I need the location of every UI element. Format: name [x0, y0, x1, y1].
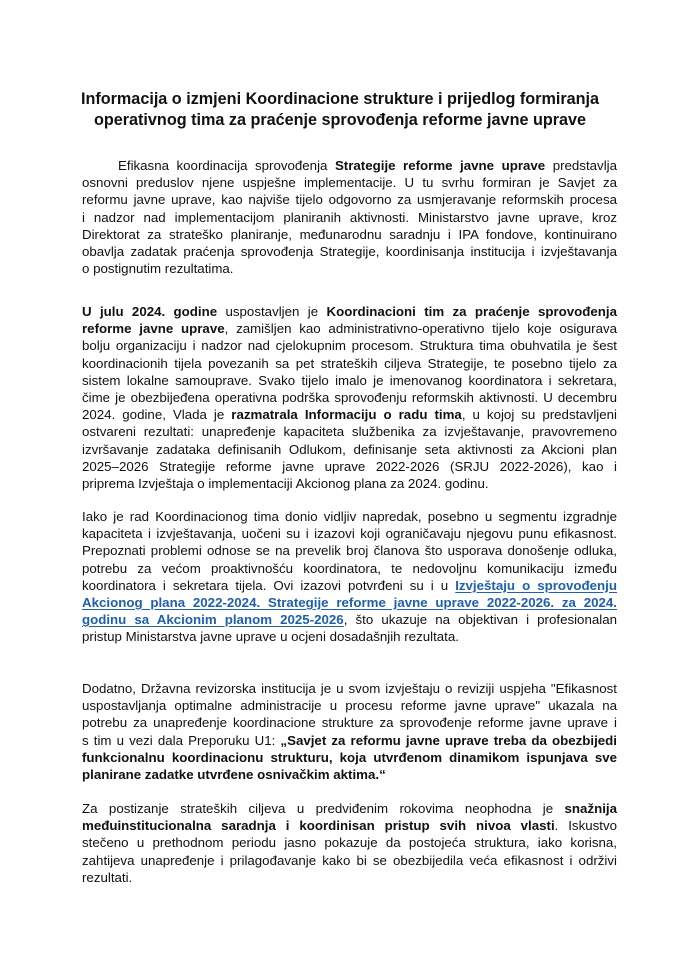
title-line-2: operativnog tima za praćenje sprovođenja reforme javne uprave [93, 111, 587, 129]
text-line [82, 611, 617, 628]
text-span: . Iskustvo [554, 818, 617, 834]
text-line [82, 560, 617, 577]
text-span: , zamišljen kao administrativno-operativno tijelo koje osigurava [224, 321, 618, 337]
text-span: i nadzor nad implementacijom planiranih aktivnosti. Ministarstvo javne uprave, kroz [82, 209, 617, 225]
text-span: uspostavljen je [217, 304, 327, 319]
text-span: Prepoznati problemi odnose se na prevelik broj članova što usporava donošenje odluka, [82, 543, 617, 559]
text-line [82, 508, 617, 525]
text-line [82, 869, 617, 886]
text-line [82, 817, 617, 834]
text-line [82, 697, 617, 714]
bold-text: funkcionalnu koordinacionu strukturu, koja utvrđenom dinamikom ispunjava sve [82, 749, 617, 765]
text-span: koordinacionih tijela povezanih sa pet strateških ciljeva Strategije, te posebno tijelo za [82, 355, 617, 371]
text-span: 2024. godine, Vlada je [82, 407, 232, 423]
report-link[interactable]: Akcionog plana 2022-2024. Strategije reforme javne uprave 2022-2026. za 2024. [82, 594, 617, 610]
text-span: potrebu za unapređenje koordinacione strukture za sprovođenje reforme javne uprave i [82, 715, 617, 731]
text-span: Dodatno, Državna revizorska institucija je u svom izvještaju o reviziji uspjeha "Efikasnost [82, 681, 617, 696]
text-line [82, 191, 617, 208]
paragraph-intro [82, 157, 617, 277]
text-span: Iako je rad Koordinacionog tima donio vidljiv napredak, posebno u segmentu izgradnje [82, 509, 617, 524]
bold-text: planirane zadatke utvrđene osnivačkim aktima.“ [82, 766, 386, 782]
bold-text: snažnija [564, 801, 617, 816]
text-span: kapaciteta i izvještavanja, uočeni su i izazovi koji ograničavaju njegovu punu efikasnost. [82, 526, 617, 542]
text-span: osnovni preduslov njene uspješne implementacije. U tu svrhu formiran je Savjet za [82, 175, 617, 191]
text-line [82, 732, 617, 749]
text-span: priprema Izvještaja o implementaciji Akcionog plana za 2024. godinu. [82, 475, 489, 491]
paragraph-challenges [82, 508, 617, 646]
text-line [82, 320, 617, 337]
text-span: Za postizanje strateških ciljeva u predviđenim rokovima neophodna je [82, 801, 565, 816]
text-span: reformu javne uprave, kao najviše tijelo odgovorno za usmjeravanje reformskih procesa [82, 192, 617, 208]
bold-text: međuinstitucionalna saradnja i koordinisan pristup svih nivoa vlasti [82, 818, 555, 834]
text-line [82, 423, 617, 440]
paragraph-audit-recommendation [82, 680, 617, 783]
text-span: 2025–2026 Strategije reforme javne uprave 2022-2026 (SRJU 2022-2026), kao i [82, 458, 617, 474]
text-span: , što ukazuje na objektivan i profesionalan [343, 612, 617, 628]
text-line [82, 475, 617, 492]
text-line [82, 577, 617, 594]
text-span: s tim u vezi dala Preporuku U1: [82, 732, 281, 748]
text-line [82, 766, 617, 783]
text-line [82, 525, 617, 542]
text-span: koordinatora i sekretara tijela. Ovi izazovi potvrđeni su i u [82, 577, 456, 593]
text-span: Direktorat za strateško planiranje, međunarodnu saradnju i IPA fondove, kontinuirano [82, 226, 617, 242]
text-span: čime je obezbijeđena operativna podrška sprovođenju reformskih aktivnosti. U decembru [82, 389, 617, 405]
text-line [82, 174, 617, 191]
text-line [82, 714, 617, 731]
text-line [82, 243, 617, 260]
text-span: , u kojoj su predstavljeni [461, 407, 617, 423]
text-span: ostvareni rezultati: unapređenje kapaciteta službenika za izvještavanje, pravovremeno [82, 424, 617, 440]
text-span: rezultati. [82, 869, 133, 885]
bold-text: U julu 2024. godine [82, 304, 218, 319]
text-span: sistem lokalne samouprave. Svako tijelo imalo je imenovanog koordinatora i sekretara, [82, 372, 617, 388]
text-line [82, 834, 617, 851]
text-span: zahtijeva unapređenje i prilagođavanje kako bi se obezbijedila veća efikasnost i održivi [82, 852, 617, 868]
text-line [82, 157, 617, 174]
text-span: uspostavljanja optimalne administracije u procesu reforme javne uprave" ukazala na [82, 698, 617, 714]
text-line [82, 337, 617, 354]
text-line [82, 260, 617, 277]
bold-text: Koordinacioni tim za praćenje sprovođenja [326, 304, 617, 319]
text-span: obavlja zadatak praćenja sprovođenja Strategije, koordinisanja institucija i izvještavanja [82, 243, 617, 259]
report-link[interactable]: Izvještaju o sprovođenju [455, 577, 617, 593]
report-link[interactable]: godinu sa Akcionim planom 2025-2026 [82, 612, 344, 628]
document-title [40, 89, 640, 131]
text-span: potrebu za većom proaktivnošću koordinatora, te nedovoljnu komunikaciju između [82, 560, 617, 576]
bold-text: „Savjet za reformu javne uprave treba da obezbijedi [280, 732, 617, 748]
bold-text: reforme javne uprave [82, 321, 225, 337]
text-line [82, 372, 617, 389]
text-line [82, 406, 617, 423]
text-line [82, 542, 617, 559]
bold-text: Strategije reforme javne uprave [334, 158, 546, 173]
bold-text: razmatrala Informaciju o radu tima [231, 407, 462, 423]
text-line [82, 628, 617, 645]
text-line [82, 303, 617, 320]
text-span: bolju organizaciju i nadzor nad cjelokupnim procesom. Struktura tima obuhvatila je šest [82, 338, 617, 354]
text-line [82, 355, 617, 372]
text-line [82, 389, 617, 406]
text-span: stečeno u prethodnom periodu jasno pokazuje da postojeća struktura, iako korisna, [82, 835, 617, 851]
text-span: pristup Ministarstva javne uprave u ocjeni dosadašnjih rezultata. [82, 629, 459, 645]
text-span: o postignutim rezultatima. [82, 261, 234, 277]
text-line [82, 226, 617, 243]
text-line [82, 458, 617, 475]
text-line [82, 680, 617, 697]
text-line [82, 209, 617, 226]
text-span: predstavlja [545, 158, 617, 173]
text-line [82, 852, 617, 869]
paragraph-coordination-team [82, 303, 617, 492]
text-line [82, 594, 617, 611]
text-line [82, 441, 617, 458]
title-line-1: Informacija o izmjeni Koordinacione strukture i prijedlog formiranja [80, 90, 600, 108]
text-span: izvršavanje zadataka definisanih Odlukom, definisanje seta aktivnosti za Akcioni plan [82, 441, 617, 457]
paragraph-conclusion [82, 800, 617, 886]
text-line [82, 800, 617, 817]
text-span: Efikasna koordinacija sprovođenja [118, 158, 335, 173]
text-line [82, 749, 617, 766]
